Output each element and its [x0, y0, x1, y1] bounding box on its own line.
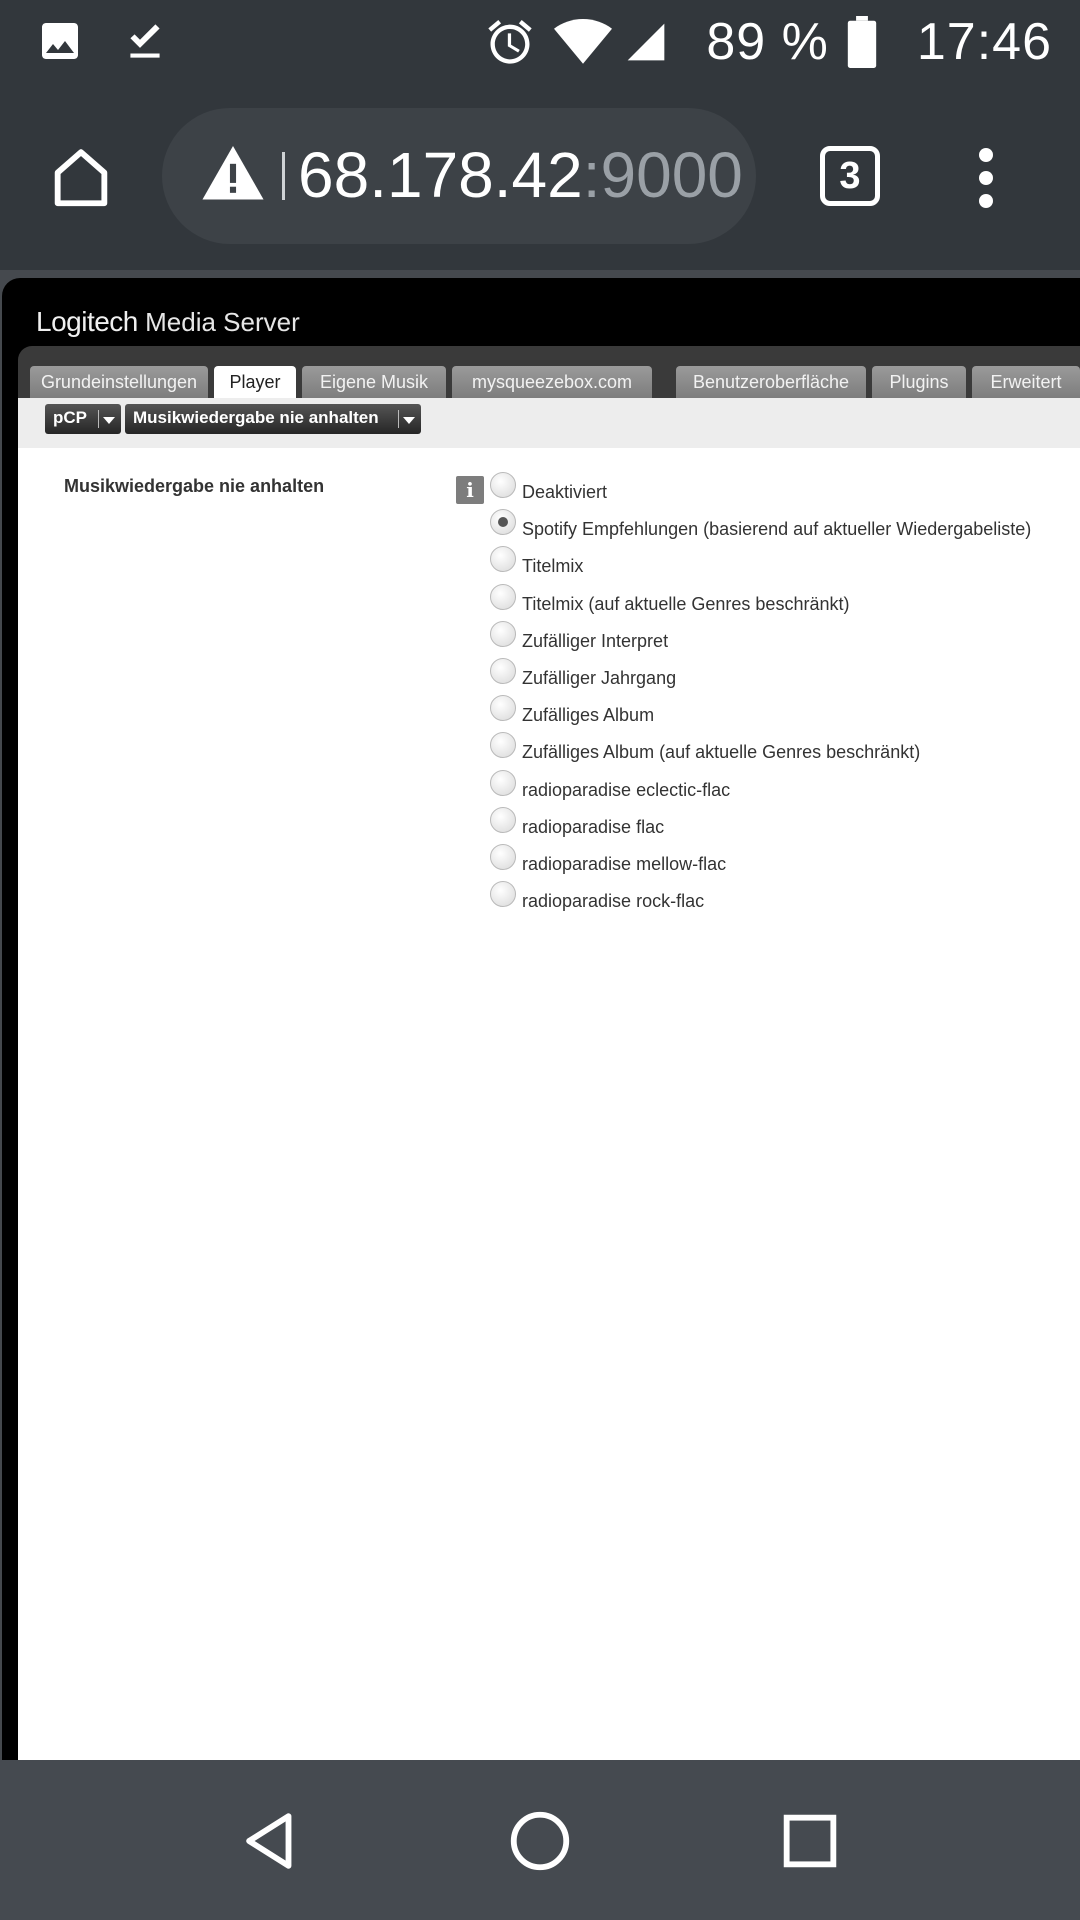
- radio-option[interactable]: [490, 881, 1031, 918]
- overflow-menu-icon[interactable]: [974, 148, 998, 208]
- radio-option[interactable]: [490, 509, 1031, 546]
- settings-tabs: [18, 346, 1080, 402]
- settings-content: [18, 448, 1080, 1760]
- radio-option[interactable]: [490, 658, 1031, 695]
- url-host: 68.178.42: [298, 139, 583, 211]
- product-name: Media Server: [145, 307, 300, 337]
- home-icon[interactable]: [46, 142, 116, 212]
- radio-label: Zufälliger Interpret: [522, 630, 669, 651]
- radio-button[interactable]: [490, 584, 516, 610]
- radio-label: Zufälliger Jahrgang: [522, 667, 677, 688]
- lms-window: [2, 278, 1080, 1760]
- alarm-icon: [484, 16, 536, 68]
- url-port: :9000: [582, 139, 743, 211]
- web-page: [0, 270, 1080, 1760]
- signal-icon: [624, 20, 668, 64]
- home-nav-icon[interactable]: [505, 1806, 575, 1876]
- address-bar[interactable]: [162, 108, 756, 244]
- player-toolbar: [18, 398, 1080, 448]
- radio-option[interactable]: [490, 584, 1031, 621]
- radio-label: Spotify Empfehlungen (basierend auf aktueller Wiedergabeliste): [522, 519, 1032, 540]
- wifi-icon: [554, 17, 612, 67]
- system-nav-bar: [0, 1760, 1080, 1920]
- image-icon: [36, 17, 84, 65]
- radio-button[interactable]: [490, 621, 516, 647]
- radio-label: Zufälliges Album (auf aktuelle Genres beschränkt): [522, 742, 921, 763]
- url-cursor: [282, 152, 285, 200]
- tab-benutzeroberflaeche[interactable]: Benutzeroberfläche: [676, 366, 866, 398]
- tab-grundeinstellungen[interactable]: Grundeinstellungen: [30, 366, 208, 398]
- radio-button[interactable]: [490, 770, 516, 796]
- info-icon[interactable]: i: [456, 476, 484, 504]
- radio-option[interactable]: [490, 770, 1031, 807]
- app-title: [36, 306, 300, 338]
- radio-button[interactable]: [490, 881, 516, 907]
- radio-button[interactable]: [490, 658, 516, 684]
- clock: 17:46: [916, 13, 1052, 71]
- battery-icon: [847, 16, 877, 68]
- radio-label: radioparadise eclectic-flac: [522, 779, 731, 800]
- radio-group: [490, 472, 1031, 918]
- recents-icon[interactable]: [775, 1806, 845, 1876]
- radio-button[interactable]: [490, 844, 516, 870]
- radio-label: Deaktiviert: [522, 482, 608, 502]
- settings-page-select[interactable]: [125, 404, 421, 434]
- radio-option[interactable]: [490, 732, 1031, 769]
- radio-button[interactable]: [490, 695, 516, 721]
- radio-button-selected[interactable]: [490, 509, 516, 535]
- chevron-down-icon: [403, 417, 415, 424]
- radio-label: radioparadise rock-flac: [522, 891, 705, 912]
- radio-label: radioparadise flac: [522, 816, 665, 837]
- radio-label: Titelmix (auf aktuelle Genres beschränkt): [522, 593, 850, 614]
- radio-option[interactable]: [490, 472, 1031, 509]
- settings-panel: [18, 346, 1080, 1760]
- status-bar: [0, 0, 1080, 84]
- browser-toolbar: [0, 84, 1080, 270]
- back-icon[interactable]: [236, 1806, 306, 1876]
- player-select[interactable]: [45, 404, 121, 434]
- tab-erweitert[interactable]: Erweitert: [972, 366, 1080, 398]
- radio-option[interactable]: [490, 695, 1031, 732]
- player-select-value: pCP: [53, 408, 87, 427]
- download-done-icon: [120, 16, 170, 66]
- setting-label: Musikwiedergabe nie anhalten: [64, 476, 325, 496]
- radio-button[interactable]: [490, 546, 516, 572]
- warning-icon[interactable]: [202, 146, 264, 202]
- tab-mysqueezebox[interactable]: mysqueezebox.com: [452, 366, 652, 398]
- brand-logo: Logitech: [36, 306, 138, 337]
- radio-option[interactable]: [490, 807, 1031, 844]
- battery-percent: 89 %: [706, 13, 829, 71]
- radio-label: radioparadise mellow-flac: [522, 853, 727, 874]
- tab-switcher-button[interactable]: 3: [820, 146, 880, 206]
- radio-label: Titelmix: [522, 556, 584, 577]
- tab-eigene-musik[interactable]: Eigene Musik: [302, 366, 446, 398]
- settings-page-select-value: Musikwiedergabe nie anhalten: [133, 408, 379, 427]
- chevron-down-icon: [103, 417, 115, 424]
- radio-option[interactable]: [490, 844, 1031, 881]
- radio-option[interactable]: [490, 546, 1031, 583]
- url-text[interactable]: [298, 138, 743, 212]
- radio-label: Zufälliges Album: [522, 705, 655, 726]
- radio-button[interactable]: [490, 472, 516, 498]
- tab-plugins[interactable]: Plugins: [872, 366, 966, 398]
- radio-option[interactable]: [490, 621, 1031, 658]
- radio-button[interactable]: [490, 807, 516, 833]
- tab-player[interactable]: Player: [214, 366, 296, 398]
- radio-button[interactable]: [490, 732, 516, 758]
